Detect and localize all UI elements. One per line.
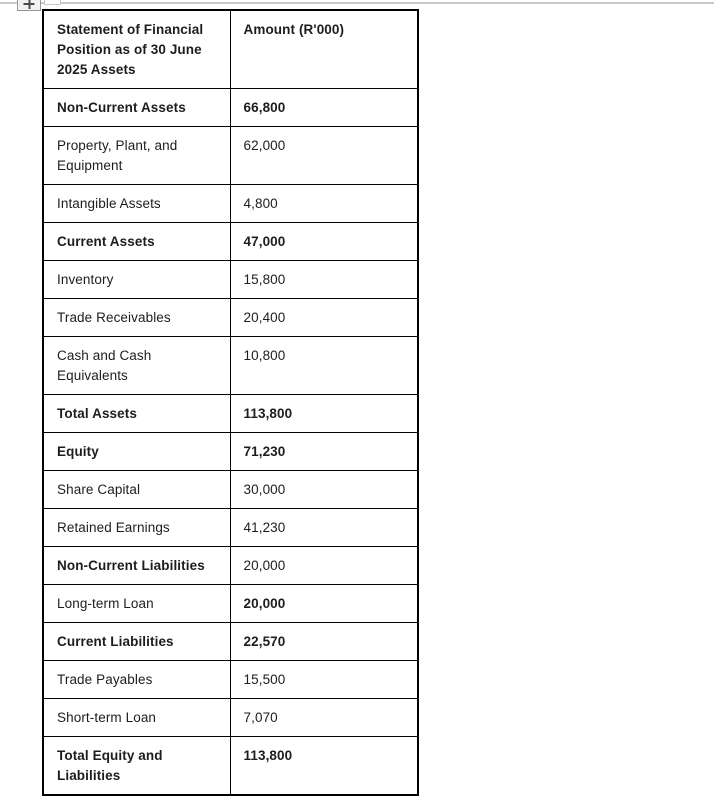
top-divider (0, 2, 714, 4)
row-value: 113,800 (243, 405, 293, 421)
row-label-cell[interactable] (43, 547, 230, 585)
row-value: 41,230 (243, 519, 286, 535)
row-label-cell[interactable] (43, 261, 230, 299)
row-label-cell[interactable] (43, 127, 230, 185)
row-label-cell[interactable] (43, 623, 230, 661)
row-label-cell[interactable] (43, 737, 230, 796)
row-label: Current Liabilities (57, 633, 174, 649)
table-row (43, 623, 418, 661)
table-row (43, 185, 418, 223)
row-label: Share Capital (57, 481, 141, 497)
row-value-cell[interactable] (230, 547, 418, 585)
table-row (43, 585, 418, 623)
table-row (43, 433, 418, 471)
row-label: Total Assets (57, 405, 137, 421)
row-label-cell[interactable] (43, 89, 230, 127)
row-label: Intangible Assets (57, 195, 161, 211)
row-label: Trade Receivables (57, 309, 171, 325)
row-value: 10,800 (243, 347, 286, 363)
row-value-cell[interactable] (230, 471, 418, 509)
row-value: 30,000 (243, 481, 286, 497)
row-label: Current Assets (57, 233, 155, 249)
row-label: Inventory (57, 271, 114, 287)
table-row (43, 299, 418, 337)
row-label: Non-Current Assets (57, 99, 186, 115)
row-label-cell[interactable] (43, 337, 230, 395)
row-value-cell[interactable] (230, 185, 418, 223)
move-table-icon (24, 0, 35, 8)
table-row (43, 661, 418, 699)
table-row (43, 699, 418, 737)
row-label: Long-term Loan (57, 595, 154, 611)
row-value: 71,230 (243, 443, 286, 459)
table-title: Statement of Financial Position as of 30 June 2025 Assets (57, 21, 204, 77)
row-value-cell[interactable] (230, 223, 418, 261)
row-label-cell[interactable] (43, 395, 230, 433)
row-value-cell[interactable] (230, 337, 418, 395)
row-value-cell[interactable] (230, 585, 418, 623)
table-row (43, 89, 418, 127)
row-label-cell[interactable] (43, 661, 230, 699)
row-value-cell[interactable] (230, 433, 418, 471)
row-label-cell[interactable] (43, 433, 230, 471)
row-label-cell[interactable] (43, 185, 230, 223)
table-row (43, 509, 418, 547)
row-value-cell[interactable] (230, 699, 418, 737)
row-value-cell[interactable] (230, 509, 418, 547)
table-row (43, 547, 418, 585)
row-label: Total Equity and Liabilities (57, 747, 163, 783)
row-value: 47,000 (243, 233, 286, 249)
row-label-cell[interactable] (43, 509, 230, 547)
row-label-cell[interactable] (43, 299, 230, 337)
table-row (43, 261, 418, 299)
table-resize-handle[interactable] (44, 0, 61, 5)
row-label-cell[interactable] (43, 585, 230, 623)
table-row (43, 127, 418, 185)
row-value-cell[interactable] (230, 261, 418, 299)
table-row (43, 395, 418, 433)
row-value-cell[interactable] (230, 299, 418, 337)
row-value: 15,500 (243, 671, 286, 687)
row-value: 7,070 (243, 709, 278, 725)
row-label-cell[interactable] (43, 471, 230, 509)
row-value-cell[interactable] (230, 395, 418, 433)
row-value-cell[interactable] (230, 89, 418, 127)
row-value: 66,800 (243, 99, 286, 115)
table-row (43, 337, 418, 395)
table-move-handle[interactable] (17, 0, 41, 11)
row-value: 113,800 (243, 747, 293, 763)
row-value: 22,570 (243, 633, 286, 649)
row-value: 20,400 (243, 309, 286, 325)
row-label: Property, Plant, and Equipment (57, 137, 178, 173)
row-label: Retained Earnings (57, 519, 170, 535)
row-label-cell[interactable] (43, 699, 230, 737)
row-label: Cash and Cash Equivalents (57, 347, 152, 383)
financial-position-table (42, 9, 419, 796)
row-value: 20,000 (243, 557, 286, 573)
row-label: Non-Current Liabilities (57, 557, 205, 573)
table-header-row (43, 10, 418, 89)
row-label-cell[interactable] (43, 223, 230, 261)
table-row (43, 471, 418, 509)
table-row (43, 223, 418, 261)
row-label: Short-term Loan (57, 709, 157, 725)
row-value-cell[interactable] (230, 737, 418, 796)
row-value: 20,000 (243, 595, 286, 611)
header-amount-cell[interactable] (230, 10, 418, 89)
amount-column-header: Amount (R'000) (243, 21, 345, 37)
row-value: 15,800 (243, 271, 286, 287)
row-value: 4,800 (243, 195, 278, 211)
row-label: Equity (57, 443, 99, 459)
header-title-cell[interactable] (43, 10, 230, 89)
row-label: Trade Payables (57, 671, 153, 687)
row-value-cell[interactable] (230, 127, 418, 185)
row-value: 62,000 (243, 137, 286, 153)
table-row (43, 737, 418, 796)
row-value-cell[interactable] (230, 623, 418, 661)
row-value-cell[interactable] (230, 661, 418, 699)
